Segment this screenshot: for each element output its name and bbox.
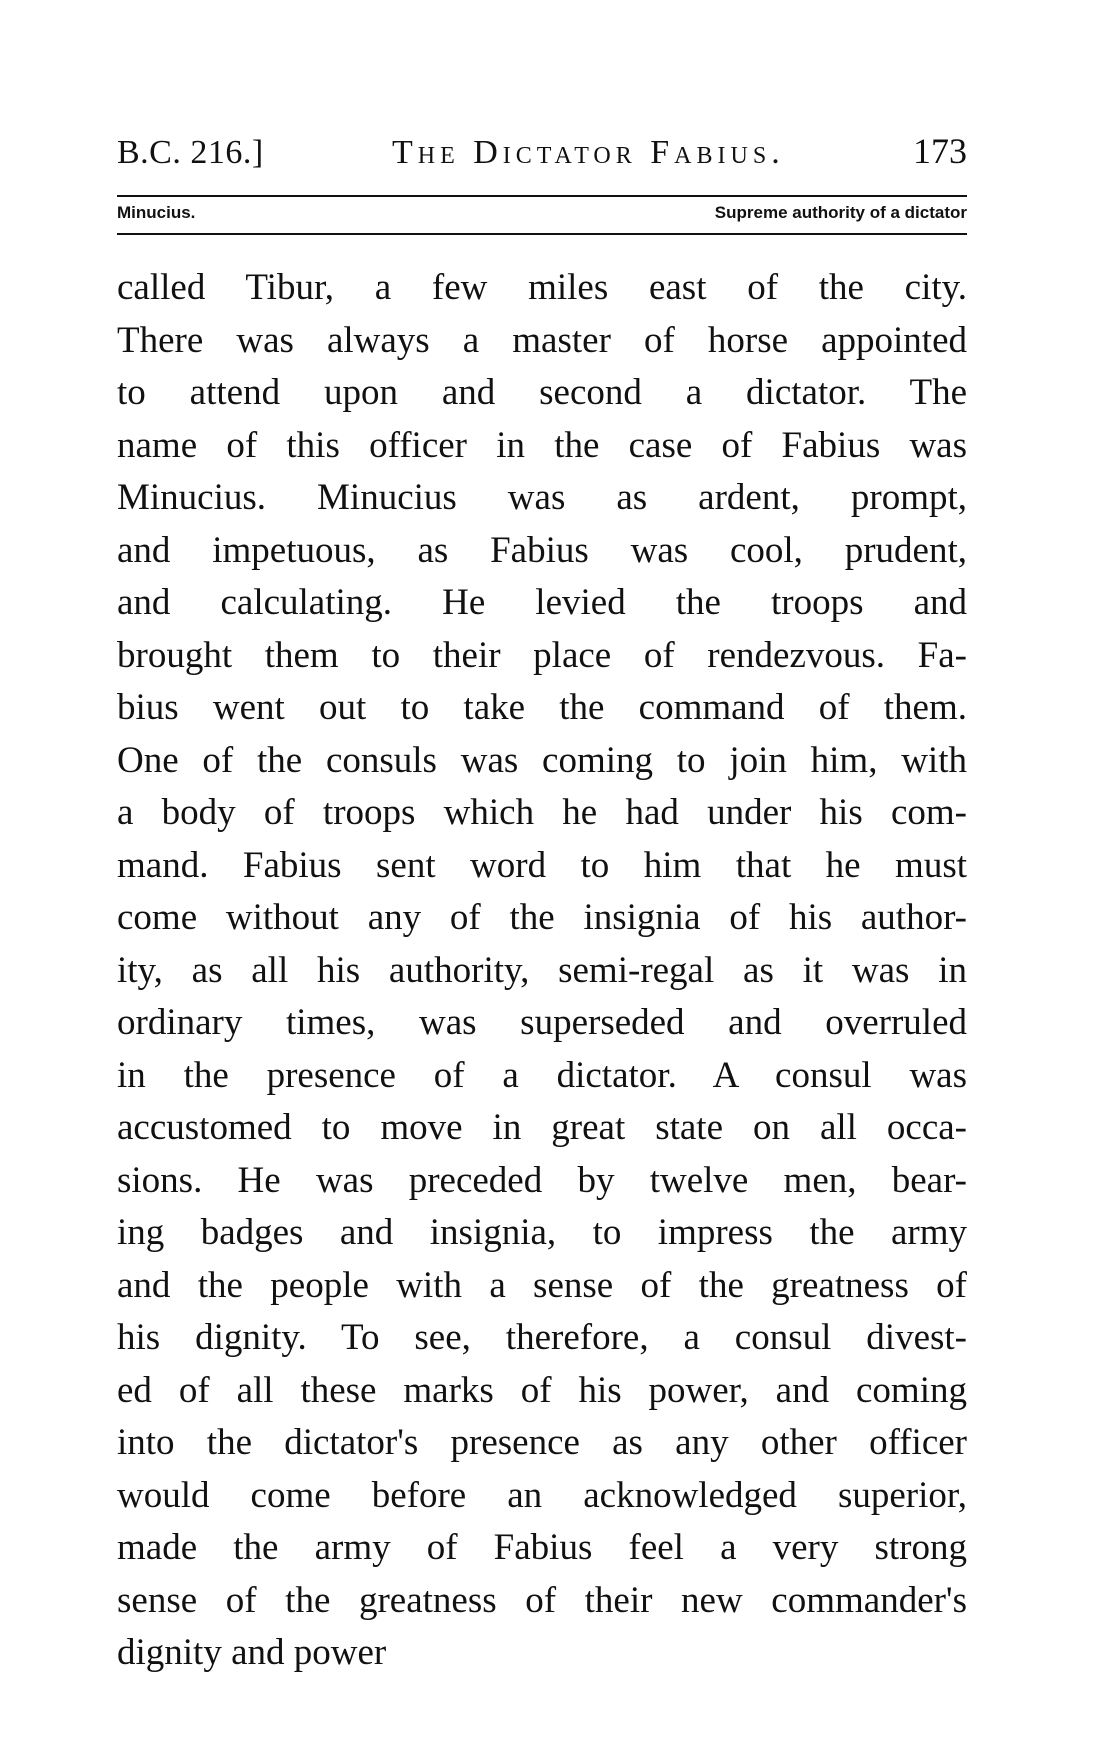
text-line: accustomed to move in great state on all occa- [117, 1107, 967, 1148]
text-line: Minucius. Minucius was as ardent, prompt, [117, 477, 967, 518]
running-head [117, 130, 967, 178]
text-line: would come before an acknowledged superior, [117, 1474, 967, 1516]
text-line: sions. He was preceded by twelve men, bear- [117, 1159, 967, 1201]
text-line: mand. Fabius sent word to him that he must [117, 844, 967, 886]
text-line: come without any of the insignia of his author- [117, 897, 967, 938]
text-line: bius went out to take the command of them. [117, 687, 967, 728]
text-line: ordinary times, was superseded and overruled [117, 1002, 967, 1043]
body-text [117, 262, 967, 1680]
subheader-left: Minucius. [117, 203, 196, 222]
subheader [117, 203, 967, 223]
header-divider-top [117, 195, 967, 197]
text-line: ity, as all his authority, semi-regal as it was in [117, 949, 967, 991]
text-line: and calculating. He levied the troops and [117, 582, 967, 623]
text-line: made the army of Fabius feel a very strong [117, 1527, 967, 1568]
text-line: called Tibur, a few miles east of the city. [117, 267, 967, 308]
text-line: to attend upon and second a dictator. The [117, 372, 967, 413]
page-number: 173 [913, 131, 967, 171]
text-line: a body of troops which he had under his com- [117, 792, 967, 833]
text-line: There was always a master of horse appointed [117, 319, 967, 361]
text-line: and the people with a sense of the greatness of [117, 1264, 967, 1306]
text-line: his dignity. To see, therefore, a consul divest- [117, 1317, 967, 1358]
text-line: and impetuous, as Fabius was cool, prudent, [117, 529, 967, 571]
text-line: dignity and power [117, 1632, 387, 1673]
text-line: into the dictator's presence as any other officer [117, 1422, 967, 1463]
header-date: B.C. 216.] [117, 134, 264, 171]
text-line: ed of all these marks of his power, and coming [117, 1369, 967, 1411]
text-line: in the presence of a dictator. A consul was [117, 1054, 967, 1096]
header-divider-bottom [117, 233, 967, 235]
header-title: The Dictator Fabius. [391, 134, 785, 171]
subheader-right: Supreme authority of a dictator [714, 203, 967, 222]
text-line: sense of the greatness of their new commander's [117, 1579, 967, 1621]
text-line: One of the consuls was coming to join him, with [117, 739, 967, 781]
book-page [117, 0, 967, 1740]
text-line: brought them to their place of rendezvous. Fa- [117, 634, 967, 676]
text-line: name of this officer in the case of Fabius was [117, 424, 967, 466]
text-line: ing badges and insignia, to impress the army [117, 1212, 967, 1253]
